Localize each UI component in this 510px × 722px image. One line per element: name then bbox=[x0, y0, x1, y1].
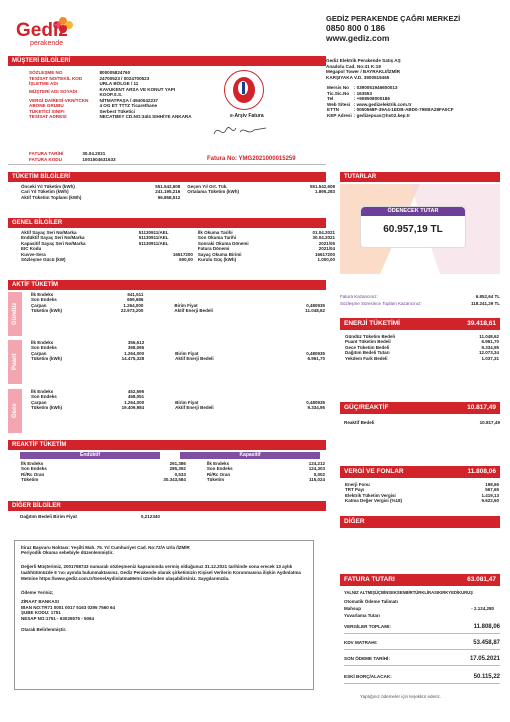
tutarlar-row bbox=[340, 301, 500, 306]
genel-cell: 01.04.2021 bbox=[312, 230, 335, 235]
aktif-cell: 0,480935 bbox=[306, 350, 325, 356]
fatura-ozet-key: KDV MATRAHI: bbox=[344, 640, 378, 645]
company-info-key: Tic.Sic.No bbox=[327, 90, 350, 96]
enduktif-title: Endüktif bbox=[20, 452, 160, 459]
enerji-key: Gece Tüketim Bedeli bbox=[345, 344, 390, 350]
fatura-dates bbox=[28, 151, 117, 162]
aktif-cell: 659,686 bbox=[127, 297, 144, 303]
enerji-value: 12.073,34 bbox=[478, 350, 499, 356]
guc-row bbox=[344, 420, 500, 426]
genel-cell: Sözleşme Gücü (kW) bbox=[21, 256, 66, 262]
genel-header: GENEL BİLGİLER bbox=[8, 218, 326, 228]
odenecek-card bbox=[360, 206, 466, 248]
aktif-header: AKTİF TÜKETİM bbox=[8, 280, 326, 290]
genel-cell: 51130911/AEL bbox=[138, 235, 169, 241]
genel-cell: 51130911/AEL bbox=[138, 230, 169, 235]
genel-cell: 600,00 bbox=[179, 256, 193, 262]
musteri-key: VERGİ DAİRESİ-VKN/TCKN bbox=[29, 97, 89, 103]
musteri-key: TÜKETİCİ SINIFI bbox=[29, 108, 65, 114]
company-info-key: Mersis No bbox=[327, 85, 349, 90]
tuketim-cell: 1.895,283 bbox=[314, 189, 335, 195]
enerji-title: ENERJİ TÜKETİMİ bbox=[344, 320, 400, 327]
fatura-ozet-value: 11.808,06 bbox=[473, 624, 500, 630]
tutarlar-header: TUTARLAR bbox=[340, 172, 500, 182]
company-header-title: GEDİZ PERAKENDE ÇAĞRI MERKEZİ bbox=[326, 14, 461, 23]
signature-icon bbox=[210, 122, 270, 140]
tutarlar-row bbox=[340, 294, 500, 299]
aktif-cell: 641,511 bbox=[127, 292, 144, 297]
enerji-value: 11.048,62 bbox=[479, 334, 499, 339]
vergi-value: 9.622,60 bbox=[481, 498, 499, 504]
aktif-cell: Tüketim (kWh) bbox=[31, 405, 62, 411]
genel-table bbox=[20, 230, 336, 262]
fatura-kodu-value: 1001504631633 bbox=[82, 156, 116, 162]
enerji-key: Gündüz Tüketim Bedeli bbox=[345, 334, 396, 339]
brand-logo bbox=[16, 14, 91, 48]
yuvarlama: Yuvarlama Tutarı bbox=[344, 613, 380, 618]
puant-table bbox=[30, 340, 326, 362]
company-info-value: : www.gedizelektrik.com.tr bbox=[353, 101, 412, 107]
vergi-value: 198,66 bbox=[485, 482, 499, 487]
mahsup-value: - 2.124,280 bbox=[471, 606, 494, 611]
diger-bilgiler-row bbox=[20, 514, 160, 520]
guc-title: GÜÇ/REAKTİF bbox=[344, 404, 389, 411]
aktif-cell: Birim Fiyat bbox=[175, 350, 199, 356]
fatura-tutari-total: 63.081,47 bbox=[467, 576, 496, 583]
guc-key: Reaktif Bedeli bbox=[344, 420, 375, 425]
notes-line: İtiraz Başvuru Noktası: Yeşilti Mah. 75. Yıl Cumhuriyet Cad. No:72/A Urla /İZMİR bbox=[21, 545, 190, 550]
aktif-cell: Son Endeks bbox=[31, 345, 57, 351]
musteri-value: Serbest Tüketici bbox=[99, 108, 135, 114]
company-info-key: ETTN bbox=[327, 107, 339, 112]
genel-cell: 2021/05 bbox=[318, 240, 335, 246]
gece-table bbox=[30, 389, 326, 411]
aktif-cell: 9.334,95 bbox=[307, 405, 325, 411]
company-info-table bbox=[326, 85, 455, 118]
aktif-cell: 1.264,000 bbox=[124, 350, 145, 356]
puant-sidebar: Puant bbox=[8, 340, 22, 384]
gunduz-table bbox=[30, 292, 326, 314]
genel-cell: İlk Okuma Tarihi bbox=[197, 230, 233, 235]
aktif-cell: İlk Endeks bbox=[31, 340, 54, 345]
fatura-ozet-row bbox=[344, 640, 500, 650]
musteri-key: SÖZLEŞME NO bbox=[29, 70, 63, 75]
reaktif-cell: Tüketim bbox=[206, 477, 225, 483]
genel-cell: Kapasitif Sayaç Seri No/Marka bbox=[21, 240, 86, 246]
bank-line: ŞUBE KODU: 1751 bbox=[21, 610, 61, 616]
tutarlar-key: Sözleşme Süresince Toplam Kazancınız: bbox=[340, 301, 422, 306]
aktif-cell: Son Endeks bbox=[31, 297, 57, 303]
enerji-table bbox=[344, 334, 500, 361]
company-info bbox=[326, 58, 501, 118]
odenecek-value: 60.957,19 TL bbox=[383, 224, 443, 235]
tuketim-cell: 551.542,608 bbox=[155, 184, 181, 189]
company-address-1: Anadolu Cad. No:41 K:19 bbox=[326, 63, 381, 69]
reaktif-cell: 261,386 bbox=[169, 461, 186, 466]
otomatik-odeme: Otomatik Ödeme Talimatı bbox=[344, 599, 398, 604]
tuketim-cell: Geçen Yıl Ort. Tük. bbox=[187, 184, 228, 189]
fatura-ozet-key: SON ÖDEME TARİHİ: bbox=[344, 656, 390, 661]
vergi-key: Katma Değer Vergisi (%18) bbox=[345, 498, 403, 504]
aktif-cell: 11.048,62 bbox=[305, 308, 325, 314]
footer-thanks: Yaptığınız ödemeler için teşekkür ederiz. bbox=[360, 694, 441, 699]
bank-line: NESAP NO:1751 - 63026575 - 5064 bbox=[21, 615, 94, 621]
guc-header bbox=[340, 402, 500, 414]
fatura-ozet-row bbox=[344, 674, 500, 684]
musteri-header: MÜŞTERİ BİLGİLERİ bbox=[8, 56, 326, 66]
aktif-cell: 22.973,200 bbox=[120, 308, 144, 314]
fatura-ozet-value: 17.05.2021 bbox=[469, 656, 500, 662]
enerji-value: 6.961,70 bbox=[481, 339, 499, 345]
vergi-value: 567,65 bbox=[485, 487, 499, 493]
aktif-cell: Çarpan bbox=[31, 302, 47, 308]
genel-cell: Sayaç Okuma Birimi bbox=[197, 251, 242, 257]
company-info-value: : 0390051946600013 bbox=[353, 85, 398, 90]
company-info-key: KEP Adresi bbox=[327, 112, 352, 118]
aktif-cell: 368,065 bbox=[127, 345, 145, 351]
company-tax: KARŞIYAKA V.D. 3900519465 bbox=[326, 74, 390, 80]
reaktif-cell: Ri/Rc Oran bbox=[206, 471, 231, 477]
musteri-key: TESİSAT NO/TEKİL KOD bbox=[29, 75, 83, 81]
enerji-key: Dağıtım Bedeli Tutarı bbox=[345, 350, 390, 356]
genel-cell: 16617200 bbox=[314, 251, 335, 257]
musteri-value: 800005824760 bbox=[99, 70, 131, 75]
enerji-key: Puant Tüketim Bedeli bbox=[345, 339, 391, 345]
fatura-ozet-key: ESKİ BORÇ/ALACAK: bbox=[344, 674, 392, 679]
aktif-cell: Aktif Enerji Bedeli bbox=[175, 405, 214, 411]
genel-cell: EIC Kodu bbox=[21, 246, 42, 252]
reaktif-cell: Ri/Rc Oran bbox=[21, 471, 45, 477]
tutarlar-key: Fatura Kazancınız: bbox=[340, 294, 378, 299]
reaktif-header: REAKTİF TÜKETİM bbox=[8, 440, 326, 450]
genel-cell: 30.04.2021 bbox=[312, 235, 335, 241]
aktif-cell: Birim Fiyat bbox=[174, 302, 198, 308]
reaktif-table bbox=[20, 461, 326, 483]
guc-value: 10.817,49 bbox=[479, 420, 500, 425]
aktif-cell: Son Endeks bbox=[31, 394, 57, 400]
genel-cell: 1.000,00 bbox=[317, 256, 335, 262]
enerji-value: 1.037,31 bbox=[481, 355, 499, 361]
bank-line: IBAN NO:TR71 0001 0017 5163 0295 7560 64 bbox=[21, 604, 116, 610]
musteri-key: TESİSAT ADRESİ bbox=[29, 114, 67, 119]
vergi-title: VERGİ VE FONLAR bbox=[344, 468, 404, 475]
aktif-cell: 452,695 bbox=[127, 389, 145, 394]
divider bbox=[8, 164, 326, 165]
aktif-cell: Birim Fiyat bbox=[175, 399, 199, 405]
musteri-value: NİTMATPAŞA / 4940042237 bbox=[99, 97, 159, 103]
enerji-value: 9.334,95 bbox=[481, 344, 499, 350]
dagitim-birim-label: Dağıtım Bedeli Birim Fiyat bbox=[20, 514, 77, 519]
vergi-key: Elektrik Tüketim Vergisi bbox=[345, 492, 396, 498]
vergi-total: 11.808,06 bbox=[467, 468, 496, 475]
tuketim-table bbox=[20, 184, 336, 200]
fatura-no: Fatura No: YMG2021000015259 bbox=[207, 156, 296, 162]
enerji-header bbox=[340, 318, 500, 330]
fatura-tutari-header bbox=[340, 574, 500, 586]
tutar-yazi: YALNIZ ALTMIŞÜÇBİNSEKSENBİRTÜRKLİRASIKIRKYEDİKURUŞ bbox=[344, 590, 473, 595]
enerji-key: Yekdem Fark Bedeli bbox=[345, 355, 388, 361]
musteri-key: İŞLETME ADI bbox=[29, 81, 58, 86]
seal-icon bbox=[224, 70, 264, 110]
aktif-cell: Çarpan bbox=[31, 350, 47, 356]
company-name: Gediz Elektrik Perakende Satış AŞ bbox=[326, 58, 401, 63]
tuketim-cell: 241.195,216 bbox=[155, 189, 181, 195]
fatura-ozet-row bbox=[344, 656, 500, 666]
genel-cell: 51130911/AEL bbox=[138, 240, 169, 246]
company-address-2: Megapol Tower / BAYRAKLI/İZMİR bbox=[326, 69, 401, 74]
fatura-tarihi-label: FATURA TARİHİ bbox=[29, 151, 64, 156]
genel-cell: Kurulu Güç (kWh) bbox=[197, 256, 237, 262]
reaktif-cell: 115,024 bbox=[308, 477, 325, 483]
aktif-cell: Aktif Enerji Bedeli bbox=[175, 356, 214, 362]
aktif-cell: 356,613 bbox=[127, 340, 145, 345]
fatura-ozet-key: VERGİLER TOPLAMI: bbox=[344, 624, 391, 629]
genel-cell: Son Okuma Tarihi bbox=[197, 235, 237, 241]
odenecek-label: ÖDENECEK TUTAR bbox=[361, 207, 465, 216]
tuketim-header: TÜKETİM BİLGİLERİ bbox=[8, 172, 326, 182]
aktif-cell: İlk Endeks bbox=[31, 389, 54, 394]
aktif-cell: 6.961,70 bbox=[307, 356, 325, 362]
reaktif-cell: Son Endeks bbox=[206, 466, 233, 472]
genel-cell: Kuvve-Sera bbox=[21, 251, 46, 257]
aktif-cell: Aktif Enerji Bedeli bbox=[174, 308, 213, 314]
aktif-cell: Tüketim (kWh) bbox=[31, 308, 62, 314]
notes-line: Periyodik Okuma sebebiyle düzenlenmiştir. bbox=[21, 550, 114, 556]
aktif-cell: 14.475,328 bbox=[121, 356, 145, 362]
company-info-key: Web Sitesi bbox=[327, 101, 351, 107]
company-header-phone: 0850 800 0 186 bbox=[326, 23, 386, 33]
vergi-value: 1.419,13 bbox=[481, 492, 499, 498]
fatura-ozet-value: 53.458,87 bbox=[473, 640, 500, 646]
company-info-value: : 163553 bbox=[353, 90, 372, 96]
genel-cell: Fatura Dönemi bbox=[197, 246, 230, 252]
company-header-web: www.gediz.com bbox=[326, 33, 390, 44]
diger-header: DİĞER bbox=[340, 516, 500, 528]
gunduz-sidebar: Gündüz bbox=[8, 292, 22, 336]
genel-cell: Sonraki Okuma Dönemi bbox=[197, 240, 249, 246]
notes-line: Otarak Belirlenmiştir. bbox=[21, 626, 67, 632]
company-header bbox=[326, 14, 496, 43]
musteri-value: KAVUKENT ARSA VE KONUT YAPI KOOP.S.S. bbox=[99, 86, 176, 97]
reaktif-cell: 30.343,584 bbox=[163, 477, 186, 483]
notes-line: Ödeme Yeriniz; bbox=[21, 589, 54, 595]
musteri-value: 4 OG ET TTTZ Ticarethane bbox=[99, 103, 158, 108]
reaktif-cell: İlk Endeks bbox=[206, 461, 230, 466]
vergi-key: TRT Payı bbox=[345, 487, 365, 493]
reaktif-cell: 124,212 bbox=[308, 461, 325, 466]
aktif-cell: İlk Endeks bbox=[31, 292, 54, 297]
gece-sidebar: Gece bbox=[8, 389, 22, 433]
fatura-ozet-value: 50.115,22 bbox=[473, 674, 500, 680]
musteri-value: URLA BÖLGE / 11 bbox=[99, 81, 139, 86]
notes-paragraph: Değerli Müşterimiz, 2001768743 numaralı sözleşmeniz kapsamında vermiş olduğunuz 31.12.2021 tarihinde sona erecek 13 aylık taahhütünüzde 6 'ncı ayında bulunmaktasınız. Gediz Perakende olarak şirketimizin Kişisel Verilerin Korunmasına ilişkin Aydınlatma Metnine https://www.gediz.com.tr/GenelAydinlatmaMetni üzerinden ulaşabilirsiniz. Saygılarımızla. bbox=[21, 563, 301, 581]
bank-name: ZİRAAT BANKASI bbox=[21, 599, 59, 605]
genel-cell: Endüktif Sayaç Seri No/Marka bbox=[21, 235, 85, 241]
aktif-cell: 1.264,000 bbox=[124, 399, 145, 405]
mahsup-row bbox=[344, 606, 494, 611]
dagitim-birim-value: 0,212340 bbox=[140, 514, 160, 519]
aktif-cell: Çarpan bbox=[31, 399, 47, 405]
mahsup-key: Mahsup bbox=[344, 606, 362, 611]
genel-cell: Aktif Sayaç Seri No/Marka bbox=[21, 230, 77, 235]
tuketim-cell: 551.542,608 bbox=[309, 184, 335, 189]
musteri-value: NECATBEY CD.NO:34/4 SIHHİYE ANKARA bbox=[99, 114, 192, 119]
reaktif-cell: 124,303 bbox=[308, 466, 325, 472]
aktif-cell: 1.264,000 bbox=[123, 302, 144, 308]
brand-name: Gediz bbox=[16, 20, 68, 41]
aktif-cell: 468,051 bbox=[127, 394, 145, 400]
guc-total: 10.817,49 bbox=[467, 404, 496, 411]
reaktif-cell: 285,392 bbox=[169, 466, 186, 472]
diger-bilgiler-header: DİĞER BİLGİLER bbox=[8, 501, 326, 511]
company-info-key: Tel bbox=[327, 96, 334, 101]
fatura-tarihi-value: 30.04.2021 bbox=[82, 151, 106, 156]
musteri-table bbox=[28, 70, 193, 120]
vergi-table bbox=[344, 482, 500, 504]
vergi-key: Enerji Fonu bbox=[345, 482, 370, 487]
reaktif-cell: İlk Endeks bbox=[21, 461, 44, 466]
company-info-value: : +908508000186 bbox=[353, 96, 390, 101]
reaktif-cell: Son Endeks bbox=[21, 466, 47, 472]
tuketim-cell: Aktif Tüketim Toplamı (kWh) bbox=[21, 194, 82, 200]
aktif-cell: 0,480935 bbox=[306, 302, 325, 308]
earsiv-label: e-Arşiv Fatura bbox=[230, 113, 264, 119]
aktif-cell: 0,480935 bbox=[306, 399, 325, 405]
company-info-value: : gedizepsas@hs02.kep.tr bbox=[353, 112, 411, 118]
reaktif-cell: Tüketim bbox=[21, 477, 39, 483]
genel-cell: 2021/04 bbox=[318, 246, 335, 252]
tuketim-cell: 56.858,512 bbox=[157, 194, 181, 200]
aktif-cell: Tüketim (kWh) bbox=[31, 356, 62, 362]
company-info-value: : 0050568F-39A4-1EDB-ABD0-79EBA28FA0CF bbox=[353, 107, 454, 112]
brand-sub: perakende bbox=[30, 40, 64, 47]
tuketim-cell: Ortalama Tüketim (kWh) bbox=[187, 189, 240, 195]
notes-box bbox=[14, 540, 314, 690]
musteri-key: ABONE GRUBU bbox=[29, 103, 64, 108]
vergi-header bbox=[340, 466, 500, 478]
musteri-key: MÜŞTERİ ADI SOYADI bbox=[29, 89, 78, 95]
tutarlar-value: 118.241,29 TL bbox=[470, 301, 500, 306]
musteri-value: 24700523 / 0024700523 bbox=[99, 75, 150, 81]
kapasitif-title: Kapasitif bbox=[180, 452, 320, 459]
genel-cell: 16617200 bbox=[172, 251, 193, 257]
aktif-cell: 19.409,984 bbox=[121, 405, 145, 411]
fatura-ozet-row bbox=[344, 624, 500, 634]
reaktif-cell: 0,002 bbox=[313, 471, 325, 477]
enerji-total: 39.418,61 bbox=[467, 320, 496, 327]
fatura-tutari-title: FATURA TUTARI bbox=[344, 576, 395, 583]
tuketim-cell: Önceki Yıl Tüketim (kWh) bbox=[21, 184, 75, 189]
tuketim-cell: Cari Yıl Tüketim (kWh) bbox=[21, 189, 69, 195]
reaktif-cell: 0,533 bbox=[174, 471, 186, 477]
fatura-kodu-label: FATURA KODU bbox=[29, 156, 62, 162]
tutarlar-value: 6.852,64 TL bbox=[475, 294, 500, 299]
